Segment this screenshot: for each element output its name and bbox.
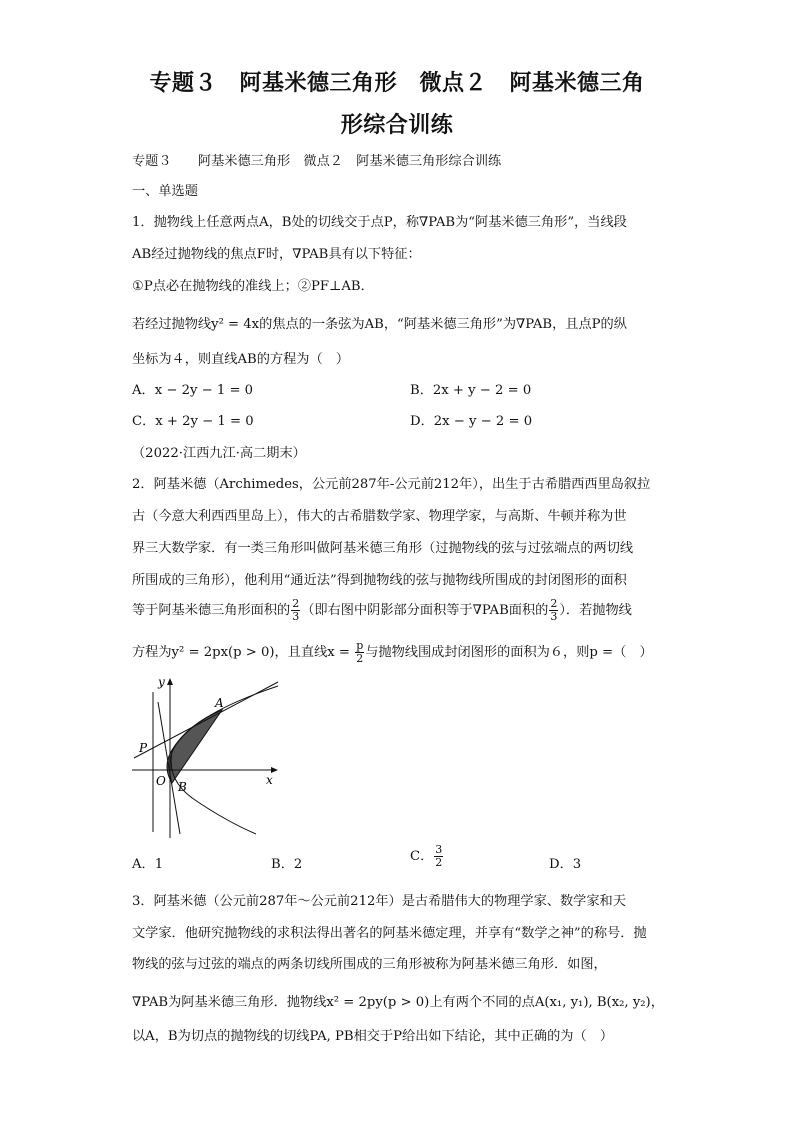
label-a: A <box>215 696 224 710</box>
label-o: O <box>156 774 166 788</box>
q2-line2: 古（今意大利西西里岛上），伟大的古希腊数学家、物理学家，与高斯、牛顿并称为世 <box>132 509 627 524</box>
q2-option-d[interactable]: D．3 <box>549 857 582 872</box>
section-heading: 一、单选题 <box>132 184 198 199</box>
q2-line5-part-a: 等于阿基米德三角形面积的 <box>132 603 291 618</box>
q2-line5 <box>132 598 632 623</box>
q2-line6-part-a: 方程为y² = 2px(p > 0)，且直线x = <box>132 645 355 660</box>
fraction-p-half <box>355 640 364 665</box>
fraction-numerator: 2 <box>550 597 558 610</box>
tangent-line-pa <box>134 682 278 758</box>
fraction-three-halves <box>434 844 443 869</box>
fraction-numerator: 2 <box>292 597 300 610</box>
q3-line2: 文学家．他研究抛物线的求积法得出著名的阿基米德定理，并享有“数学之神”的称号．抛 <box>132 926 647 941</box>
fraction-denominator: 2 <box>435 856 443 869</box>
page-title-line1: 专题３ 阿基米德三角形 微点２ 阿基米德三角 <box>149 71 645 96</box>
q3-line4: ∇PAB为阿基米德三角形．抛物线x² = 2py(p > 0)上有两个不同的点A(x₁, y₁), B(x₂, y₂)， <box>132 995 664 1010</box>
fraction-numerator: 3 <box>435 843 443 856</box>
subtitle: 专题３ 阿基米德三角形 微点２ 阿基米德三角形综合训练 <box>132 154 502 169</box>
q2-line4: 所围成的三角形），他利用“通近法”得到抛物线的弦与抛物线所围成的封闭图形的面积 <box>132 573 627 588</box>
q1-line4: 若经过抛物线y² = 4x的焦点的一条弦为AB，“阿基米德三角形”为∇PAB，且点P的纵 <box>132 317 627 332</box>
q1-line3: ①P点必在抛物线的准线上；②PF⊥AB． <box>132 279 374 294</box>
page-title-line2: 形综合训练 <box>340 113 454 138</box>
q2-line1: 2．阿基米德（Archimedes，公元前287年-公元前212年），出生于古希腊西西里岛叙拉 <box>132 477 651 492</box>
fraction-numerator: p <box>356 639 364 652</box>
q1-option-d[interactable]: D．2x − y − 2 = 0 <box>410 414 533 429</box>
q2-source: （2022·江西九江·高二期末） <box>132 446 306 461</box>
q2-line6-part-b: 与抛物线围成封闭图形的面积为６，则p =（ ） <box>365 645 653 660</box>
q1-option-a[interactable]: A．x − 2y − 1 = 0 <box>132 383 254 398</box>
q3-line3: 物线的弦与过弦的端点的两条切线所围成的三角形被称为阿基米德三角形．如图， <box>132 957 607 972</box>
q2-option-c[interactable] <box>410 844 444 869</box>
q3-line5: 以A，B为切点的抛物线的切线PA, PB相交于P给出如下结论，其中正确的为（ ） <box>132 1029 614 1044</box>
fraction-denominator: 2 <box>356 652 364 665</box>
label-p: P <box>139 741 148 755</box>
q1-option-b[interactable]: B．2x + y − 2 = 0 <box>410 383 532 398</box>
q2-line5-part-b: （即右图中阴影部分面积等于∇PAB面积的 <box>301 603 549 618</box>
q2-line3: 界三大数学家．有一类三角形叫做阿基米德三角形（过抛物线的弦与过弦端点的两切线 <box>132 541 634 556</box>
q3-line1: 3．阿基米德（公元前287年～公元前212年）是古希腊伟大的物理学家、数学家和天 <box>132 894 626 909</box>
q2-line5-part-c: ）．若抛物线 <box>559 603 632 618</box>
fraction-two-thirds-2 <box>549 598 558 623</box>
parabola-figure <box>128 672 288 838</box>
fraction-denominator: 3 <box>550 610 558 623</box>
label-x: x <box>266 773 273 787</box>
fraction-denominator: 3 <box>292 610 300 623</box>
q2-option-c-prefix: C． <box>410 849 434 864</box>
q2-option-b[interactable]: B．2 <box>271 857 303 872</box>
label-b: B <box>178 780 187 794</box>
q2-line6 <box>132 640 653 665</box>
q1-line5: 坐标为４，则直线AB的方程为（ ） <box>132 352 350 367</box>
q1-option-c[interactable]: C．x + 2y − 1 = 0 <box>132 414 254 429</box>
q1-line2: AB经过抛物线的焦点F时，∇PAB具有以下特征： <box>132 247 421 262</box>
y-axis-arrow <box>167 678 173 685</box>
fraction-two-thirds <box>291 598 300 623</box>
q2-option-a[interactable]: A．1 <box>132 857 164 872</box>
label-y: y <box>158 675 165 689</box>
q1-line1: 1．抛物线上任意两点A，B处的切线交于点P，称∇PAB为“阿基米德三角形”，当线段 <box>132 215 627 230</box>
